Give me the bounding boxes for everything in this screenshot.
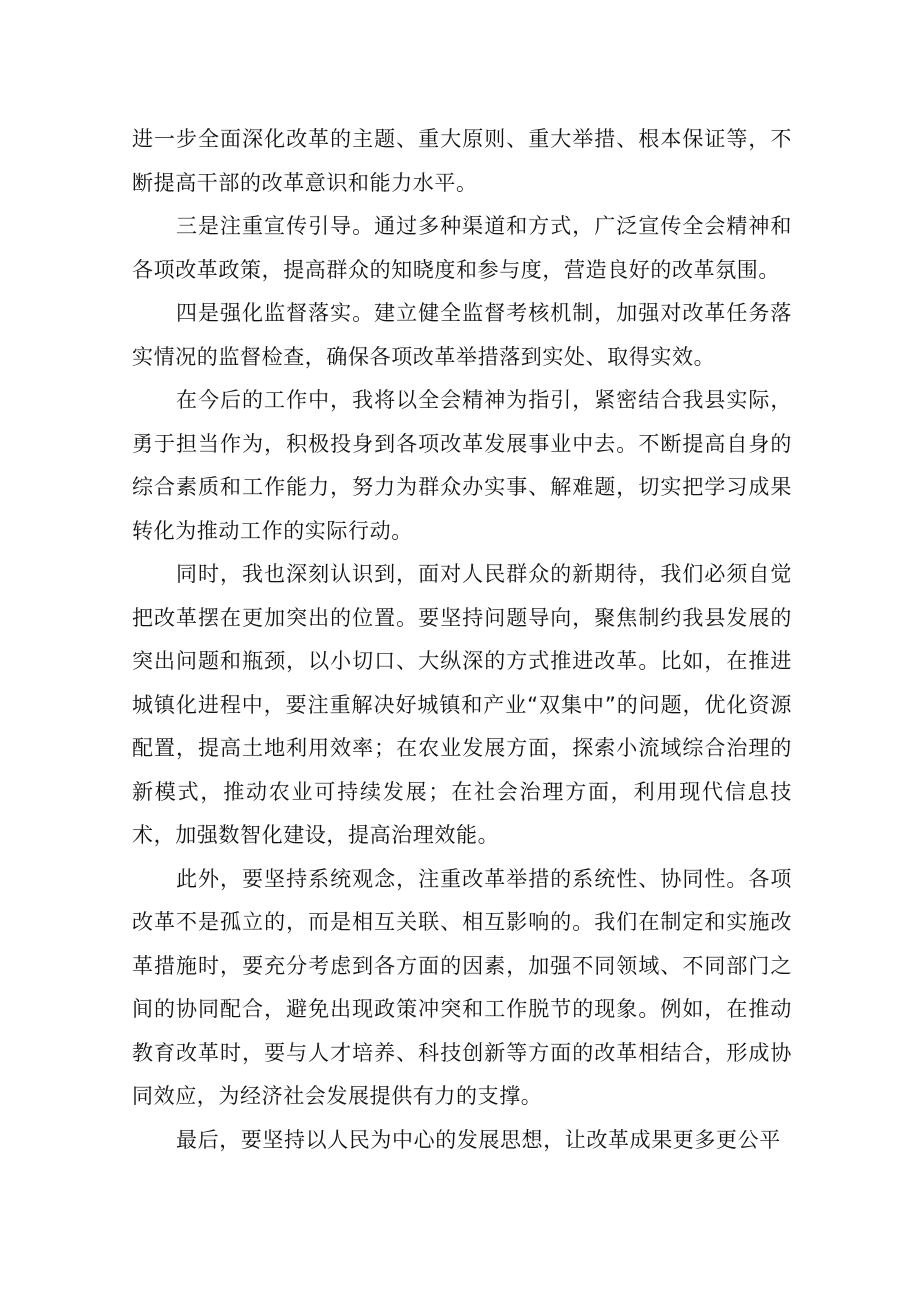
paragraph-systematic: 此外，要坚持系统观念，注重改革举措的系统性、协同性。各项改革不是孤立的，而是相互关联、相互影响的。我们在制定和实施改革措施时，要充分考虑到各方面的因素，加强不同领域、不同部门之间的协同配合，避免出现政策冲突和工作脱节的现象。例如，在推动教育改革时，要与人才培养、科技创新等方面的改革相结合，形成协同效应，为经济社会发展提供有力的支撑。	[132, 866, 792, 1108]
paragraph-continuation: 进一步全面深化改革的主题、重大原则、重大举措、根本保证等，不断提高干部的改革意识和能力水平。	[132, 127, 792, 195]
paragraph-people-centered: 最后，要坚持以人民为中心的发展思想，让改革成果更多更公平	[176, 1127, 781, 1152]
paragraph-problem-oriented: 同时，我也深刻认识到，面对人民群众的新期待，我们必须自觉把改革摆在更加突出的位置。要坚持问题导向，聚焦制约我县发展的突出问题和瓶颈，以小切口、大纵深的方式推进改革。比如，在推进城镇化进程中，要注重解决好城镇和产业“双集中”的问题，优化资源配置，提高土地利用效率；在农业发展方面，探索小流域综合治理的新模式，推动农业可持续发展；在社会治理方面，利用现代信息技术，加强数智化建设，提高治理效能。	[132, 562, 792, 847]
document-body	[132, 118, 792, 1162]
paragraph-publicity: 三是注重宣传引导。通过多种渠道和方式，广泛宣传全会精神和各项改革政策，提高群众的知晓度和参与度，营造良好的改革氛围。	[132, 214, 792, 282]
paragraph-supervision: 四是强化监督落实。建立健全监督考核机制，加强对改革任务落实情况的监督检查，确保各项改革举措落到实处、取得实效。	[132, 301, 792, 369]
paragraph-future-work: 在今后的工作中，我将以全会精神为指引，紧密结合我县实际，勇于担当作为，积极投身到各项改革发展事业中去。不断提高自身的综合素质和工作能力，努力为群众办实事、解难题，切实把学习成果转化为推动工作的实际行动。	[132, 388, 792, 543]
